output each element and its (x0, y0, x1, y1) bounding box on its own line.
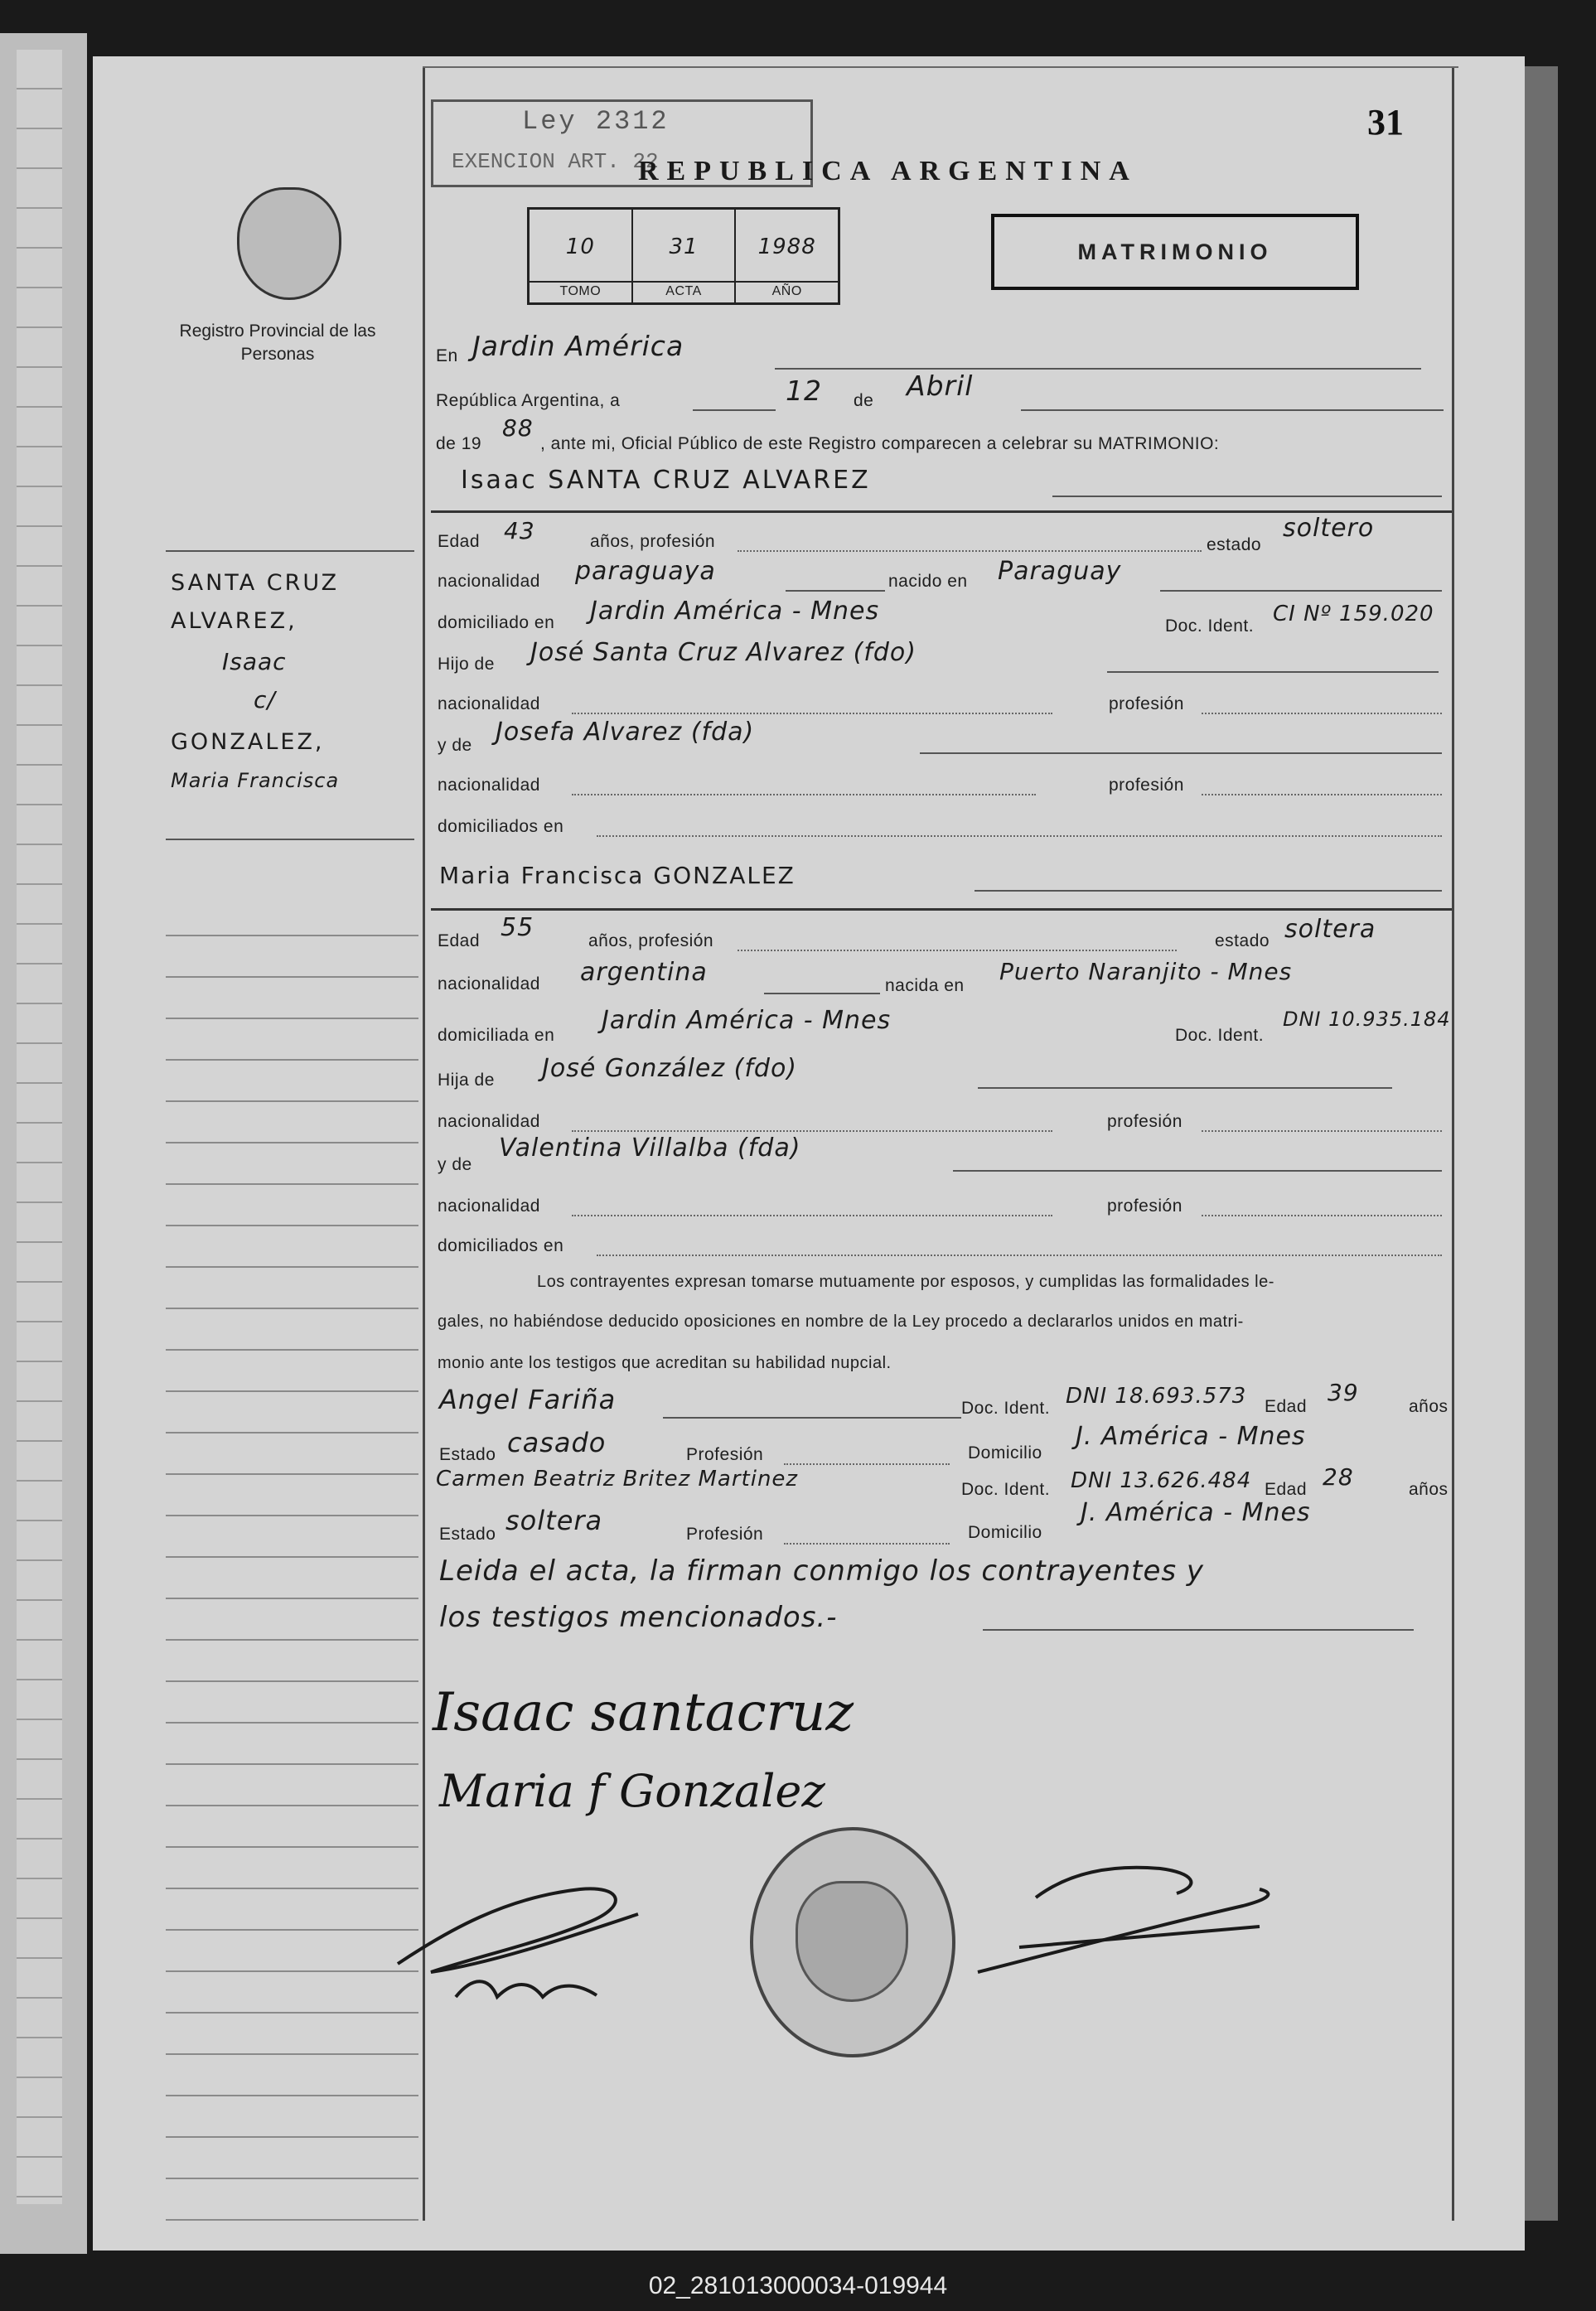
bride-anios-prof-label: años, profesión (588, 931, 714, 950)
ante-text: , ante mi, Oficial Público de este Registro comparecen a celebrar su MATRIMONIO: (540, 434, 1220, 453)
groom-prof-line (738, 550, 1202, 552)
signature-groom: Isaac santacruz (433, 1682, 854, 1743)
witness-2-estado-label: Estado (439, 1525, 496, 1544)
groom-nac-madre-line (572, 794, 1036, 795)
witness-signatures-scribble (381, 1840, 680, 2014)
provincial-crest-icon (237, 187, 341, 300)
stamp-exencion-text: EXENCION ART. 22 (452, 149, 659, 174)
tomo-acta-anio-box (527, 207, 840, 305)
bride-nac-padre-label: nacionalidad (438, 1112, 540, 1131)
bride-edad: 55 (501, 913, 534, 942)
year-prefix: de 19 (436, 434, 482, 453)
bride-prof-madre-label: profesión (1107, 1197, 1182, 1216)
republica-label: República Argentina, a (436, 391, 621, 410)
groom-yde-label: y de (438, 736, 472, 755)
declaration-line-1: Los contrayentes expresan tomarse mutuamente por esposos, y cumplidas las formalidades le- (537, 1273, 1274, 1291)
de-label: de (854, 391, 874, 410)
closing-line (983, 1629, 1414, 1631)
witness-1-edad-label: Edad (1265, 1397, 1308, 1416)
bride-madre-line (953, 1170, 1442, 1172)
witness-2-prof-label: Profesión (686, 1525, 764, 1544)
groom-prof-padre-line (1202, 713, 1442, 714)
witness-2-edad-label: Edad (1265, 1480, 1308, 1499)
margin-note-line-2: ALVAREZ, (171, 608, 297, 634)
margin-note-line-6: Maria Francisca (171, 769, 340, 792)
image-footer-id: 02_281013000034-019944 (648, 2272, 948, 2299)
place-line (775, 368, 1421, 370)
groom-name: Isaac SANTA CRUZ ALVAREZ (461, 466, 871, 495)
matrimonio-box (991, 214, 1359, 290)
witness-1-dom-label: Domicilio (968, 1443, 1042, 1463)
witness-1-doc-label: Doc. Ident. (961, 1399, 1051, 1418)
groom-prof-madre-label: profesión (1109, 776, 1184, 795)
witness-1-estado: casado (507, 1427, 607, 1458)
bride-prof-madre-line (1202, 1215, 1442, 1216)
groom-domicilio: Jardin América - Mnes (590, 597, 880, 626)
groom-name-line (1052, 496, 1442, 497)
groom-nacido-label: nacido en (888, 572, 968, 591)
bride-separator (431, 908, 1452, 911)
groom-edad-label: Edad (438, 532, 481, 551)
book-edge (1525, 66, 1558, 2221)
stamp-ley-text: Ley 2312 (522, 106, 670, 137)
bride-edad-label: Edad (438, 931, 481, 950)
bride-nac-padre-line (572, 1130, 1052, 1132)
acta-label: ACTA (633, 281, 735, 299)
bride-domiciliados-line (597, 1255, 1442, 1256)
bride-name-line (975, 890, 1442, 892)
witness-1-name: Angel Fariña (439, 1384, 617, 1415)
witness-2-anios-label: años (1409, 1480, 1448, 1499)
groom-madre-line (920, 752, 1442, 754)
witness-2-name: Carmen Beatriz Britez Martinez (436, 1467, 799, 1492)
bride-nacida-label: nacida en (885, 976, 965, 995)
bride-prof-line (738, 950, 1177, 951)
witness-2-doc: DNI 13.626.484 (1071, 1468, 1252, 1493)
tomo-label: TOMO (530, 281, 631, 299)
margin-note-line-3: Isaac (222, 648, 287, 675)
witness-1-domicilio: J. América - Mnes (1076, 1422, 1306, 1451)
witness-1-prof-line (784, 1463, 950, 1465)
bride-doc: DNI 10.935.184 (1283, 1008, 1451, 1031)
witness-1-estado-label: Estado (439, 1445, 496, 1464)
anio-value: 1988 (757, 234, 816, 259)
page-number: 31 (1367, 102, 1404, 143)
groom-nac-label: nacionalidad (438, 572, 540, 591)
right-border-rule (1452, 66, 1454, 2221)
margin-top-line (166, 550, 414, 552)
year-suffix: 88 (502, 414, 534, 442)
groom-domiciliados-label: domiciliados en (438, 817, 564, 836)
witness-1-anios-label: años (1409, 1397, 1448, 1416)
witness-2-prof-line (784, 1543, 950, 1545)
groom-nac-padre-line (572, 713, 1052, 714)
republica-line (693, 409, 776, 411)
witness-2-domicilio: J. América - Mnes (1081, 1498, 1311, 1527)
groom-domiciliados-line (597, 835, 1442, 837)
bride-nacionalidad: argentina (580, 958, 708, 987)
witness-1-doc: DNI 18.693.573 (1066, 1384, 1247, 1409)
bride-nac-madre-line (572, 1215, 1052, 1216)
groom-madre: Josefa Alvarez (fda) (496, 718, 755, 747)
month-value: Abril (907, 370, 974, 402)
witness-2-dom-label: Domicilio (968, 1523, 1042, 1542)
bride-domicilio: Jardin América - Mnes (602, 1006, 892, 1035)
groom-prof-padre-label: profesión (1109, 694, 1184, 713)
bride-name: Maria Francisca GONZALEZ (439, 862, 796, 889)
groom-nac-padre-label: nacionalidad (438, 694, 540, 713)
groom-prof-madre-line (1202, 794, 1442, 795)
month-line (1021, 409, 1444, 411)
witness-2-estado: soltera (505, 1505, 603, 1536)
groom-padre-line (1107, 671, 1439, 673)
registry-name: Registro Provincial de las Personas (179, 322, 376, 364)
groom-dom-label: domiciliado en (438, 613, 555, 632)
margin-ruled-lines (166, 895, 418, 2229)
bride-padre-line (978, 1087, 1392, 1089)
bride-domiciliados-label: domiciliados en (438, 1236, 564, 1255)
adjacent-page-lines (17, 50, 62, 2204)
seal-crest-icon (796, 1881, 908, 2002)
groom-nacionalidad: paraguaya (575, 557, 716, 586)
closing-line-1: Leida el acta, la firman conmigo los contrayentes y (439, 1554, 1205, 1588)
closing-line-2: los testigos mencionados.- (439, 1601, 838, 1634)
tomo-value: 10 (565, 234, 595, 259)
margin-note-line-1: SANTA CRUZ (171, 570, 340, 596)
bride-dom-label: domiciliada en (438, 1026, 555, 1045)
bride-estado-label: estado (1215, 931, 1270, 950)
bride-doc-label: Doc. Ident. (1175, 1026, 1265, 1045)
top-rule (423, 66, 1458, 68)
witness-1-name-line (663, 1417, 961, 1419)
witness-2-edad: 28 (1323, 1463, 1354, 1491)
acta-value: 31 (669, 234, 699, 259)
anio-cell (736, 210, 838, 302)
bride-yde-label: y de (438, 1155, 472, 1174)
groom-doc-label: Doc. Ident. (1165, 616, 1255, 636)
witness-2-doc-label: Doc. Ident. (961, 1480, 1051, 1499)
witness-1-edad: 39 (1328, 1379, 1359, 1406)
groom-edad: 43 (504, 517, 535, 544)
margin-bottom-line (166, 839, 414, 840)
day-value: 12 (786, 375, 822, 407)
groom-nacido: Paraguay (998, 557, 1122, 586)
bride-nacida: Puerto Naranjito - Mnes (999, 958, 1293, 985)
groom-separator (431, 510, 1452, 513)
groom-doc: CI Nº 159.020 (1273, 602, 1434, 626)
page-title: REPUBLICA ARGENTINA (638, 156, 1138, 186)
witness-1-prof-label: Profesión (686, 1445, 764, 1464)
groom-nac-madre-label: nacionalidad (438, 776, 540, 795)
bride-madre: Valentina Villalba (fda) (499, 1134, 801, 1163)
declaration-line-3: monio ante los testigos que acreditan su habilidad nupcial. (438, 1354, 892, 1372)
bride-hija-label: Hija de (438, 1071, 495, 1090)
declaration-line-2: gales, no habiéndose deducido oposiciones en nombre de la Ley procedo a declararlos unidos en matri- (438, 1313, 1244, 1331)
anio-label: AÑO (736, 281, 838, 299)
tomo-cell (530, 210, 633, 302)
signature-bride: Maria f Gonzalez (439, 1765, 825, 1817)
groom-nac-line (786, 590, 885, 592)
groom-estado-label: estado (1207, 535, 1262, 554)
acta-cell (633, 210, 737, 302)
groom-hijo-label: Hijo de (438, 655, 495, 674)
margin-note-line-4: c/ (254, 686, 276, 713)
groom-padre: José Santa Cruz Alvarez (fdo) (530, 638, 916, 667)
bride-prof-padre-line (1202, 1130, 1442, 1132)
bride-nac-madre-label: nacionalidad (438, 1197, 540, 1216)
bride-nac-label: nacionalidad (438, 974, 540, 994)
place-value: Jardin América (472, 330, 684, 362)
officer-signature-scribble (970, 1848, 1293, 1989)
matrimonio-label: MATRIMONIO (1077, 239, 1273, 264)
groom-nacido-line (1160, 590, 1442, 592)
bride-prof-padre-label: profesión (1107, 1112, 1182, 1131)
groom-estado: soltero (1283, 514, 1375, 543)
en-label: En (436, 346, 458, 365)
margin-note-line-5: GONZALEZ, (171, 729, 325, 755)
bride-padre: José González (fdo) (542, 1054, 798, 1083)
groom-anios-prof-label: años, profesión (590, 532, 716, 551)
bride-estado: soltera (1284, 915, 1376, 944)
bride-nac-line (764, 993, 880, 994)
